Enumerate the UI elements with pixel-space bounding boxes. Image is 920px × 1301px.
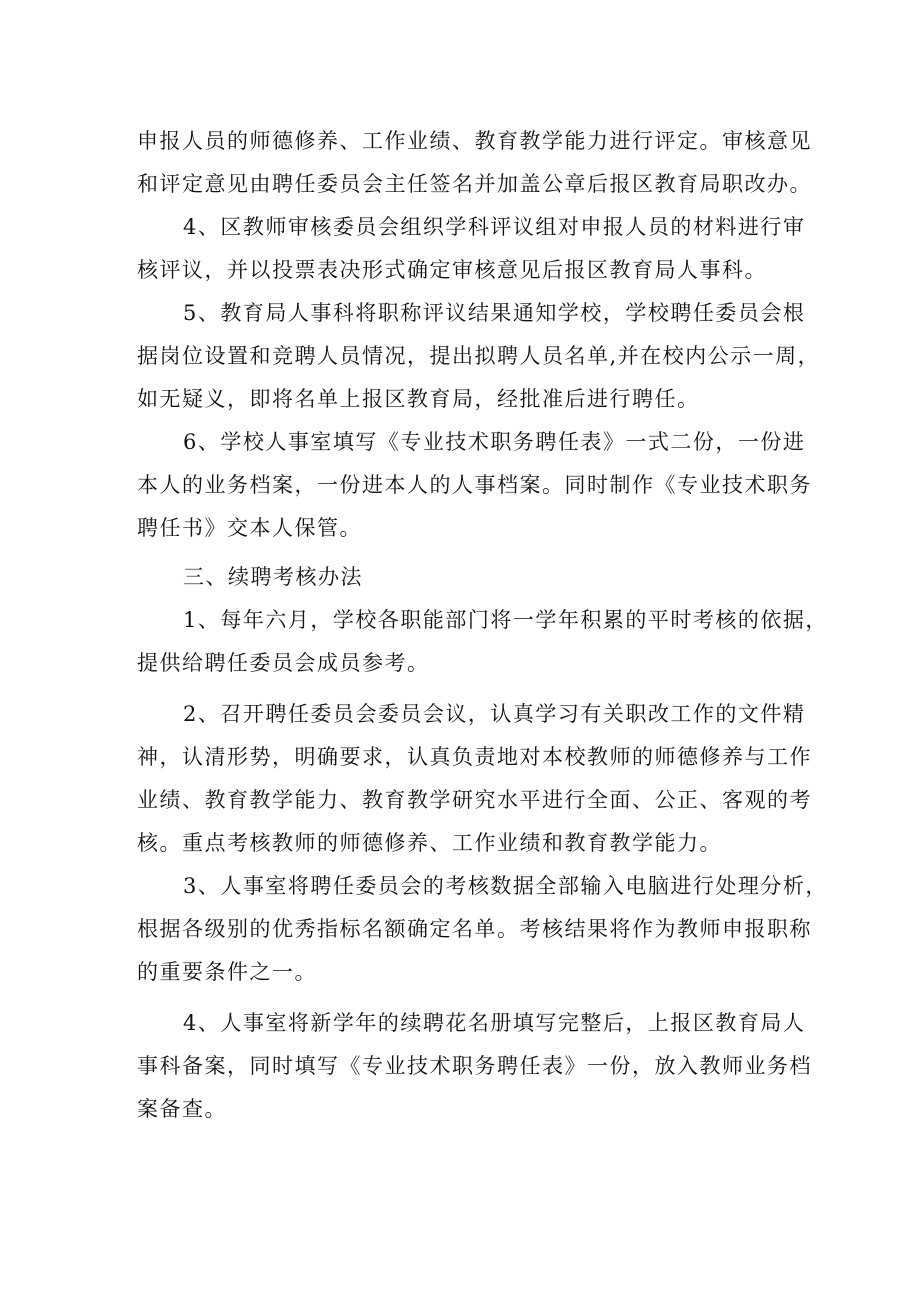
text-line: 4、区教师审核委员会组织学科评议组对申报人员的材料进行审 bbox=[183, 215, 806, 239]
text-line: 如无疑义，即将名单上报区教育局，经批准后进行聘任。 bbox=[137, 387, 700, 411]
text-line: 4、人事室将新学年的续聘花名册填写完整后，上报区教育局人 bbox=[183, 1011, 806, 1035]
text-line: 1、每年六月，学校各职能部门将一学年积累的平时考核的依据， bbox=[183, 608, 828, 632]
text-line: 和评定意见由聘任委员会主任签名并加盖公章后报区教育局职改办。 bbox=[137, 172, 812, 196]
text-line: 神，认清形势，明确要求，认真负责地对本校教师的师德修养与工作 bbox=[137, 745, 812, 769]
text-line: 2、召开聘任委员会委员会议，认真学习有关职改工作的文件精 bbox=[183, 702, 806, 726]
section-heading: 三、续聘考核办法 bbox=[183, 565, 363, 589]
text-line: 聘任书》交本人保管。 bbox=[137, 516, 362, 540]
text-line: 提供给聘任委员会成员参考。 bbox=[137, 651, 430, 675]
text-line: 事科备案，同时填写《专业技术职务聘任表》一份，放入教师业务档 bbox=[137, 1054, 812, 1078]
text-line: 6、学校人事室填写《专业技术职务聘任表》一式二份，一份进 bbox=[183, 430, 806, 454]
text-line: 核评议，并以投票表决形式确定审核意见后报区教育局人事科。 bbox=[137, 258, 767, 282]
text-line: 的重要条件之一。 bbox=[137, 960, 317, 984]
text-line: 5、教育局人事科将职称评议结果通知学校，学校聘任委员会根 bbox=[183, 301, 806, 325]
text-line: 业绩、教育教学能力、教育教学研究水平进行全面、公正、客观的考 bbox=[137, 788, 812, 812]
text-line: 根据各级别的优秀指标名额确定名单。考核结果将作为教师申报职称 bbox=[137, 917, 812, 941]
text-line: 申报人员的师德修养、工作业绩、教育教学能力进行评定。审核意见 bbox=[137, 129, 812, 153]
text-line: 案备查。 bbox=[137, 1097, 227, 1121]
text-line: 据岗位设置和竞聘人员情况，提出拟聘人员名单,并在校内公示一周， bbox=[137, 344, 821, 368]
text-line: 本人的业务档案，一份进本人的人事档案。同时制作《专业技术职务 bbox=[137, 473, 812, 497]
text-line: 核。重点考核教师的师德修养、工作业绩和教育教学能力。 bbox=[137, 831, 722, 855]
text-line: 3、人事室将聘任委员会的考核数据全部输入电脑进行处理分析， bbox=[183, 874, 828, 898]
